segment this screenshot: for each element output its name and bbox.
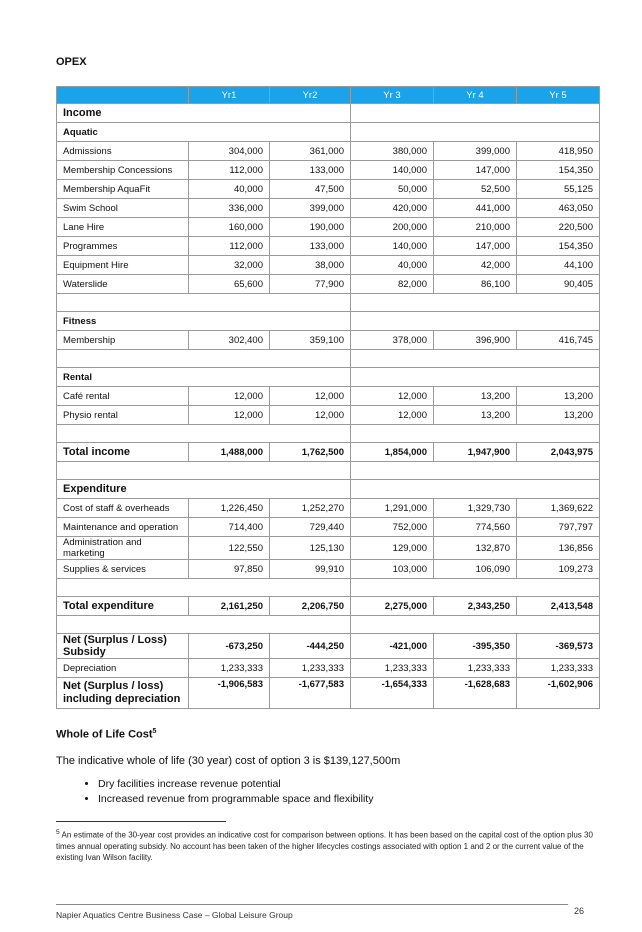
table-row	[57, 518, 600, 537]
value-cell: 12,000	[351, 406, 434, 425]
table-row	[57, 218, 600, 237]
value-cell: 304,000	[189, 142, 270, 161]
value-cell: -1,906,583	[189, 678, 270, 709]
value-cell: 361,000	[270, 142, 351, 161]
value-cell: 12,000	[270, 406, 351, 425]
value-cell: 106,090	[434, 560, 517, 579]
header-cell: Yr 5	[517, 87, 600, 104]
blank-row	[57, 579, 600, 597]
value-cell: 1,329,730	[434, 499, 517, 518]
value-cell: 40,000	[189, 180, 270, 199]
row-label: Admissions	[57, 142, 189, 161]
blank-row	[57, 350, 600, 368]
row-label: Waterslide	[57, 275, 189, 294]
table-row	[57, 331, 600, 350]
row-label: Administration and marketing	[57, 537, 189, 560]
footnote-divider	[56, 821, 226, 822]
value-cell: 1,252,270	[270, 499, 351, 518]
value-cell: 86,100	[434, 275, 517, 294]
table-row	[57, 678, 600, 709]
value-cell: 103,000	[351, 560, 434, 579]
value-cell: 2,343,250	[434, 597, 517, 616]
table-row	[57, 199, 600, 218]
whole-of-life-text: The indicative whole of life (30 year) cost of option 3 is $139,127,500m	[56, 755, 401, 767]
value-cell: 2,413,548	[517, 597, 600, 616]
value-cell: 154,350	[517, 161, 600, 180]
table-row	[57, 659, 600, 678]
value-cell: 2,161,250	[189, 597, 270, 616]
section-income	[57, 104, 600, 123]
row-label: Net (Surplus / Loss) Subsidy	[57, 634, 189, 659]
value-cell: 2,275,000	[351, 597, 434, 616]
value-cell: 1,854,000	[351, 443, 434, 462]
row-label: Depreciation	[57, 659, 189, 678]
section-label: Income	[57, 104, 351, 123]
page-number: 26	[574, 906, 585, 916]
value-cell: 13,200	[517, 387, 600, 406]
value-cell: 40,000	[351, 256, 434, 275]
row-label: Cost of staff & overheads	[57, 499, 189, 518]
list-item: • Increased revenue from programmable space and flexibility	[98, 793, 373, 805]
value-cell: 129,000	[351, 537, 434, 560]
value-cell: 133,000	[270, 237, 351, 256]
row-label: Membership Concessions	[57, 161, 189, 180]
footnote-text: An estimate of the 30-year cost provides an indicative cost for comparison between options. It has been based on the capital cost of the option plus 30 times annual operating subsidy. No account has been taken of the higher lifecycles costings associated with option 1 and 2 or the current value of the existing Ivan Wilson facility.	[56, 830, 593, 862]
value-cell: 90,405	[517, 275, 600, 294]
value-cell: 122,550	[189, 537, 270, 560]
value-cell: 38,000	[270, 256, 351, 275]
value-cell: -1,677,583	[270, 678, 351, 709]
row-label: Membership AquaFit	[57, 180, 189, 199]
table-row	[57, 443, 600, 462]
table-row	[57, 180, 600, 199]
header-cell: Yr2	[270, 87, 351, 104]
table-row	[57, 634, 600, 659]
value-cell: 463,050	[517, 199, 600, 218]
section-rental	[57, 368, 600, 387]
row-label: Supplies & services	[57, 560, 189, 579]
value-cell: 160,000	[189, 218, 270, 237]
value-cell: 77,900	[270, 275, 351, 294]
value-cell: 399,000	[434, 142, 517, 161]
value-cell: 12,000	[270, 387, 351, 406]
header-cell: Yr1	[189, 87, 270, 104]
value-cell: 336,000	[189, 199, 270, 218]
value-cell: 1,762,500	[270, 443, 351, 462]
section-label: Expenditure	[57, 480, 351, 499]
value-cell: 378,000	[351, 331, 434, 350]
header-cell: Yr 3	[351, 87, 434, 104]
value-cell: 210,000	[434, 218, 517, 237]
footnote-number: 5	[56, 829, 60, 836]
section-aquatic	[57, 123, 600, 142]
row-label: Programmes	[57, 237, 189, 256]
blank-row	[57, 294, 600, 312]
value-cell: 729,440	[270, 518, 351, 537]
value-cell: 140,000	[351, 237, 434, 256]
opex-table	[56, 86, 600, 709]
value-cell: 109,273	[517, 560, 600, 579]
blank-row	[57, 462, 600, 480]
header-cell: Yr 4	[434, 87, 517, 104]
value-cell: 13,200	[434, 387, 517, 406]
value-cell: -1,654,333	[351, 678, 434, 709]
value-cell: 112,000	[189, 237, 270, 256]
value-cell: -395,350	[434, 634, 517, 659]
value-cell: 1,226,450	[189, 499, 270, 518]
footnote-ref: 5	[152, 728, 157, 735]
value-cell: 1,369,622	[517, 499, 600, 518]
value-cell: 52,500	[434, 180, 517, 199]
value-cell: -673,250	[189, 634, 270, 659]
value-cell: 112,000	[189, 161, 270, 180]
value-cell: 125,130	[270, 537, 351, 560]
table-row	[57, 161, 600, 180]
footnote	[56, 827, 596, 863]
section-label: Rental	[57, 368, 351, 387]
value-cell: 133,000	[270, 161, 351, 180]
value-cell: 44,100	[517, 256, 600, 275]
value-cell: 13,200	[517, 406, 600, 425]
row-label: Maintenance and operation	[57, 518, 189, 537]
value-cell: 50,000	[351, 180, 434, 199]
row-label: Café rental	[57, 387, 189, 406]
table-row	[57, 142, 600, 161]
value-cell: 418,950	[517, 142, 600, 161]
value-cell: 302,400	[189, 331, 270, 350]
section-fitness	[57, 312, 600, 331]
table-row	[57, 597, 600, 616]
table-row	[57, 560, 600, 579]
value-cell: 42,000	[434, 256, 517, 275]
table-row	[57, 499, 600, 518]
value-cell: 752,000	[351, 518, 434, 537]
value-cell: 154,350	[517, 237, 600, 256]
value-cell: 1,233,333	[270, 659, 351, 678]
value-cell: 13,200	[434, 406, 517, 425]
value-cell: 399,000	[270, 199, 351, 218]
value-cell: -421,000	[351, 634, 434, 659]
value-cell: 190,000	[270, 218, 351, 237]
value-cell: 65,600	[189, 275, 270, 294]
whole-of-life-title	[56, 728, 156, 741]
value-cell: 797,797	[517, 518, 600, 537]
value-cell: 441,000	[434, 199, 517, 218]
row-label: Physio rental	[57, 406, 189, 425]
value-cell: 396,900	[434, 331, 517, 350]
value-cell: -1,628,683	[434, 678, 517, 709]
row-label: Membership	[57, 331, 189, 350]
value-cell: -1,602,906	[517, 678, 600, 709]
value-cell: 200,000	[351, 218, 434, 237]
value-cell: 359,100	[270, 331, 351, 350]
value-cell: 714,400	[189, 518, 270, 537]
table-row	[57, 387, 600, 406]
table-row	[57, 256, 600, 275]
table-row	[57, 237, 600, 256]
header-cell	[57, 87, 189, 104]
value-cell: -444,250	[270, 634, 351, 659]
benefit-list	[56, 778, 373, 808]
table-row	[57, 537, 600, 560]
value-cell: 220,500	[517, 218, 600, 237]
value-cell: 2,043,975	[517, 443, 600, 462]
section-label: Fitness	[57, 312, 351, 331]
value-cell: 1,233,333	[434, 659, 517, 678]
value-cell: 55,125	[517, 180, 600, 199]
value-cell: 97,850	[189, 560, 270, 579]
value-cell: 1,291,000	[351, 499, 434, 518]
value-cell: 47,500	[270, 180, 351, 199]
row-label: Lane Hire	[57, 218, 189, 237]
section-expenditure	[57, 480, 600, 499]
row-label: Total expenditure	[57, 597, 189, 616]
value-cell: 136,856	[517, 537, 600, 560]
value-cell: 147,000	[434, 161, 517, 180]
value-cell: 420,000	[351, 199, 434, 218]
value-cell: 99,910	[270, 560, 351, 579]
value-cell: 380,000	[351, 142, 434, 161]
table-header-row	[57, 87, 600, 104]
value-cell: 140,000	[351, 161, 434, 180]
value-cell: 32,000	[189, 256, 270, 275]
value-cell: 132,870	[434, 537, 517, 560]
value-cell: 1,488,000	[189, 443, 270, 462]
section-label: Aquatic	[57, 123, 351, 142]
value-cell: 774,560	[434, 518, 517, 537]
footer-text: Napier Aquatics Centre Business Case – Global Leisure Group	[56, 910, 293, 920]
value-cell: 1,947,900	[434, 443, 517, 462]
value-cell: 2,206,750	[270, 597, 351, 616]
value-cell: 12,000	[189, 406, 270, 425]
footer-divider	[56, 904, 568, 905]
value-cell: 1,233,333	[189, 659, 270, 678]
whole-of-life-title-text: Whole of Life Cost	[56, 728, 153, 741]
blank-row	[57, 616, 600, 634]
row-label: Total income	[57, 443, 189, 462]
row-label: Swim School	[57, 199, 189, 218]
value-cell: 82,000	[351, 275, 434, 294]
table-row	[57, 275, 600, 294]
value-cell: 1,233,333	[517, 659, 600, 678]
value-cell: 147,000	[434, 237, 517, 256]
row-label: Equipment Hire	[57, 256, 189, 275]
list-item: • Dry facilities increase revenue potential	[98, 778, 373, 790]
value-cell: -369,573	[517, 634, 600, 659]
page-title: OPEX	[56, 56, 87, 68]
row-label: Net (Surplus / loss) including depreciation	[57, 678, 189, 709]
value-cell: 416,745	[517, 331, 600, 350]
value-cell: 12,000	[351, 387, 434, 406]
blank-row	[57, 425, 600, 443]
table-row	[57, 406, 600, 425]
value-cell: 1,233,333	[351, 659, 434, 678]
value-cell: 12,000	[189, 387, 270, 406]
